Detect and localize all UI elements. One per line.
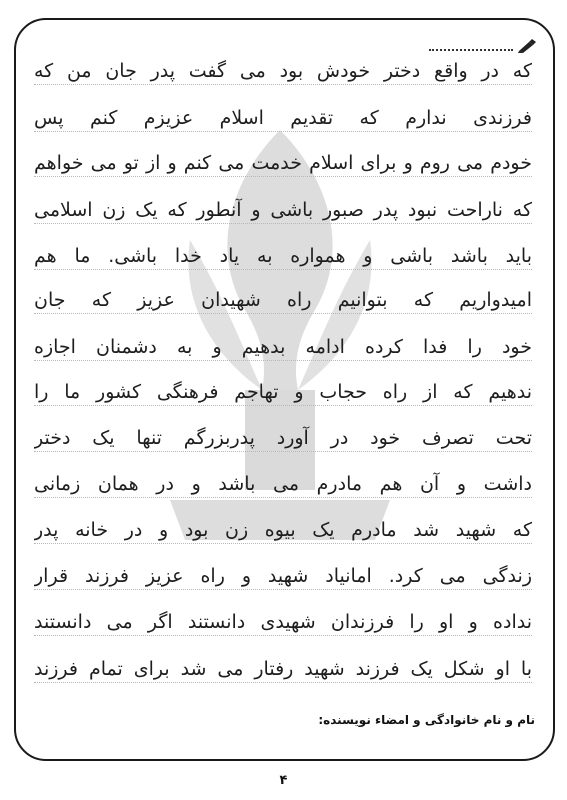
handwritten-line: امیدواریم که بتوانیم راه شهیدان عزیز که جان [34, 289, 532, 311]
rule-line [34, 497, 532, 498]
handwritten-line: که در واقع دختر خودش بود می گفت پدر جان من که [34, 60, 532, 82]
handwritten-line: فرزندی ندارم که تقدیم اسلام عزیزم کنم پس [34, 107, 532, 129]
rule-line [34, 682, 532, 683]
handwritten-line: با او شکل یک فرزند شهید رفتار می شد برای تمام فرزند [34, 658, 532, 680]
handwritten-line: نداده و او را فرزندان شهیدی دانستند اگر می دانستند [34, 611, 532, 633]
page-number: ۴ [279, 773, 288, 788]
rule-line [34, 269, 532, 270]
rule-line [34, 313, 532, 314]
handwritten-line: داشت و آن هم مادرم می باشد و در همان زمانی [34, 473, 532, 495]
rule-line [34, 543, 532, 544]
writer-signature-label: نام و نام خانوادگی و امضاء نویسنده: [318, 713, 535, 727]
rule-line [34, 176, 532, 177]
handwritten-line: تحت تصرف خود در آورد پدربزرگم تنها یک دختر [34, 427, 532, 449]
handwritten-line: که ناراحت نبود پدر صبور باشی و آنطور که یک زن اسلامی [34, 199, 532, 221]
dotted-line [429, 41, 513, 51]
pen-icon [517, 38, 537, 54]
rule-line [34, 405, 532, 406]
handwritten-line: باید باشد باشی و همواره به یاد خدا باشی. ما هم [34, 245, 532, 267]
handwritten-line: زندگی می کرد. امانیاد شهید و راه عزیز فرزند قرار [34, 565, 532, 587]
rule-line [34, 451, 532, 452]
rule-line [34, 223, 532, 224]
handwritten-line: که شهید شد مادرم یک بیوه زن بود و در خانه پدر [34, 519, 532, 541]
rule-line [34, 131, 532, 132]
rule-line [34, 589, 532, 590]
handwritten-line: خودم می روم و برای اسلام خدمت می کنم و از تو می خواهم [34, 152, 532, 174]
handwritten-line: ندهیم که از راه حجاب و تهاجم فرهنگی کشور ما را [34, 381, 532, 403]
rule-line [34, 635, 532, 636]
rule-line [34, 84, 532, 85]
rule-line [34, 360, 532, 361]
top-decoration [429, 38, 537, 54]
handwritten-line: خود را فدا کرده ادامه بدهیم و به دشمنان اجازه [34, 336, 532, 358]
